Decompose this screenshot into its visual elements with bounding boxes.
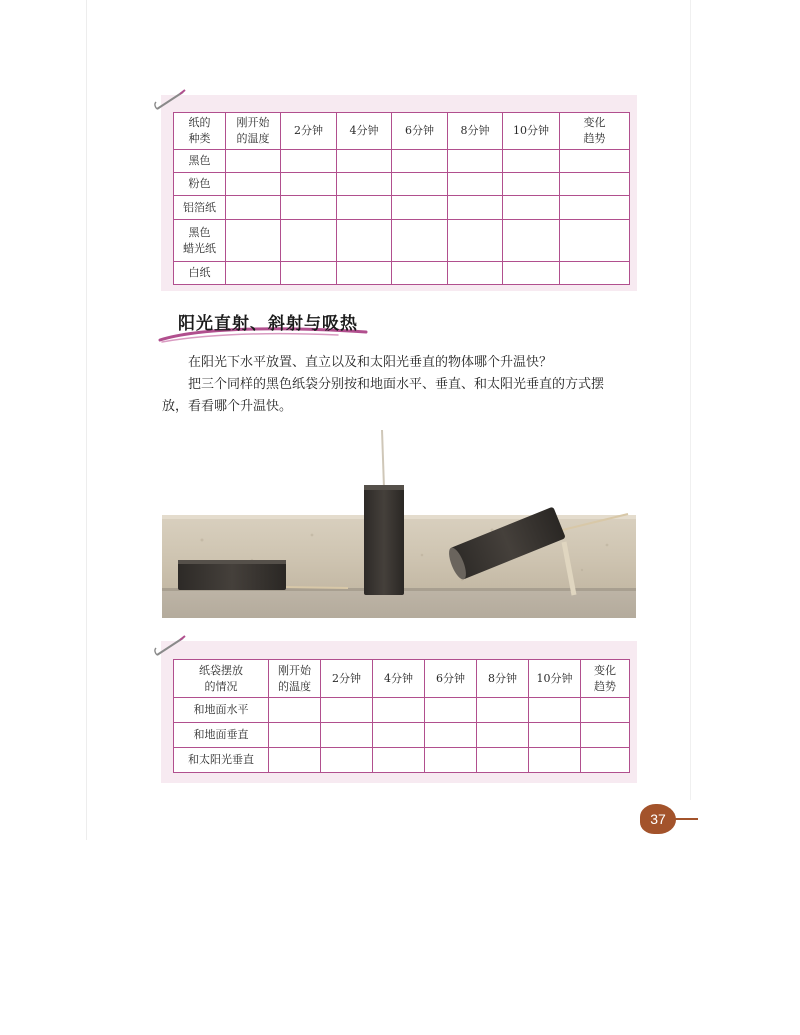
input-cell[interactable]: [529, 748, 581, 773]
input-cell[interactable]: [392, 220, 448, 262]
input-cell[interactable]: [560, 173, 630, 196]
input-cell[interactable]: [425, 748, 477, 773]
input-cell[interactable]: [269, 698, 321, 723]
table-row: [174, 150, 630, 173]
input-cell[interactable]: [321, 748, 373, 773]
table-row: [174, 262, 630, 285]
header-cell: 8分钟: [448, 113, 503, 150]
paper-bags-illustration: [162, 430, 636, 618]
input-cell[interactable]: [581, 723, 630, 748]
header-cell: 刚开始 的温度: [269, 660, 321, 698]
header-cell: 4分钟: [337, 113, 392, 150]
input-cell[interactable]: [581, 698, 630, 723]
header-cell: 变化 趋势: [560, 113, 630, 150]
input-cell[interactable]: [477, 748, 529, 773]
input-cell[interactable]: [281, 173, 337, 196]
table-row: [174, 220, 630, 262]
input-cell[interactable]: [269, 748, 321, 773]
input-cell[interactable]: [226, 196, 281, 220]
input-cell[interactable]: [503, 150, 560, 173]
input-cell[interactable]: [560, 150, 630, 173]
placement-temperature-table: [173, 659, 630, 773]
input-cell[interactable]: [425, 698, 477, 723]
page-number-rule: [674, 818, 698, 820]
input-cell[interactable]: [448, 220, 503, 262]
pen-icon: [153, 89, 189, 113]
row-label: 白纸: [174, 262, 226, 285]
row-label: 黑色 蜡光纸: [174, 220, 226, 262]
input-cell[interactable]: [503, 262, 560, 285]
row-label: 铝箔纸: [174, 196, 226, 220]
page-number-badge: [638, 802, 698, 836]
input-cell[interactable]: [448, 262, 503, 285]
input-cell[interactable]: [321, 698, 373, 723]
header-cell: 8分钟: [477, 660, 529, 698]
record-panel-placement: [161, 641, 637, 783]
page-left-edge: [86, 0, 87, 840]
input-cell[interactable]: [373, 698, 425, 723]
input-cell[interactable]: [581, 748, 630, 773]
input-cell[interactable]: [448, 150, 503, 173]
header-cell: 变化 趋势: [581, 660, 630, 698]
table-row: [174, 173, 630, 196]
table-row: [174, 698, 630, 723]
header-cell: 10分钟: [503, 113, 560, 150]
input-cell[interactable]: [281, 220, 337, 262]
experiment-photo: [162, 430, 636, 618]
row-label: 和地面垂直: [174, 723, 269, 748]
table-header-row: [174, 660, 630, 698]
table-row: [174, 748, 630, 773]
header-cell: 刚开始 的温度: [226, 113, 281, 150]
input-cell[interactable]: [337, 196, 392, 220]
table-header-row: [174, 113, 630, 150]
row-label: 和地面水平: [174, 698, 269, 723]
paragraph-instructions: 把三个同样的黑色纸袋分别按和地面水平、垂直、和太阳光垂直的方式摆放，看看哪个升温快。: [162, 377, 605, 414]
input-cell[interactable]: [392, 262, 448, 285]
input-cell[interactable]: [226, 220, 281, 262]
row-label: 和太阳光垂直: [174, 748, 269, 773]
input-cell[interactable]: [226, 173, 281, 196]
input-cell[interactable]: [321, 723, 373, 748]
input-cell[interactable]: [337, 220, 392, 262]
input-cell[interactable]: [281, 150, 337, 173]
header-cell: 4分钟: [373, 660, 425, 698]
pen-icon: [153, 635, 189, 659]
input-cell[interactable]: [503, 220, 560, 262]
input-cell[interactable]: [337, 150, 392, 173]
row-label: 粉色: [174, 173, 226, 196]
input-cell[interactable]: [503, 196, 560, 220]
input-cell[interactable]: [477, 698, 529, 723]
input-cell[interactable]: [560, 196, 630, 220]
input-cell[interactable]: [529, 698, 581, 723]
header-cell: 6分钟: [425, 660, 477, 698]
section-title: 阳光直射、斜射与吸热: [178, 314, 358, 334]
page-number: 37: [640, 804, 676, 834]
input-cell[interactable]: [281, 196, 337, 220]
header-cell: 2分钟: [321, 660, 373, 698]
record-panel-paper-types: [161, 95, 637, 291]
paragraph-question: 在阳光下水平放置、直立以及和太阳光垂直的物体哪个升温快？: [188, 355, 553, 370]
input-cell[interactable]: [425, 723, 477, 748]
input-cell[interactable]: [448, 196, 503, 220]
input-cell[interactable]: [503, 173, 560, 196]
input-cell[interactable]: [392, 196, 448, 220]
input-cell[interactable]: [337, 173, 392, 196]
page-right-edge: [690, 0, 691, 800]
table-row: [174, 723, 630, 748]
input-cell[interactable]: [560, 262, 630, 285]
input-cell[interactable]: [529, 723, 581, 748]
input-cell[interactable]: [560, 220, 630, 262]
input-cell[interactable]: [477, 723, 529, 748]
paper-temperature-table: [173, 112, 630, 285]
header-cell: 6分钟: [392, 113, 448, 150]
input-cell[interactable]: [226, 150, 281, 173]
input-cell[interactable]: [392, 150, 448, 173]
input-cell[interactable]: [392, 173, 448, 196]
input-cell[interactable]: [269, 723, 321, 748]
input-cell[interactable]: [226, 262, 281, 285]
header-cell: 纸袋摆放 的情况: [174, 660, 269, 698]
input-cell[interactable]: [448, 173, 503, 196]
input-cell[interactable]: [373, 723, 425, 748]
header-cell: 10分钟: [529, 660, 581, 698]
header-cell: 2分钟: [281, 113, 337, 150]
input-cell[interactable]: [337, 262, 392, 285]
row-label: 黑色: [174, 150, 226, 173]
input-cell[interactable]: [373, 748, 425, 773]
header-cell: 纸的 种类: [174, 113, 226, 150]
table-row: [174, 196, 630, 220]
input-cell[interactable]: [281, 262, 337, 285]
